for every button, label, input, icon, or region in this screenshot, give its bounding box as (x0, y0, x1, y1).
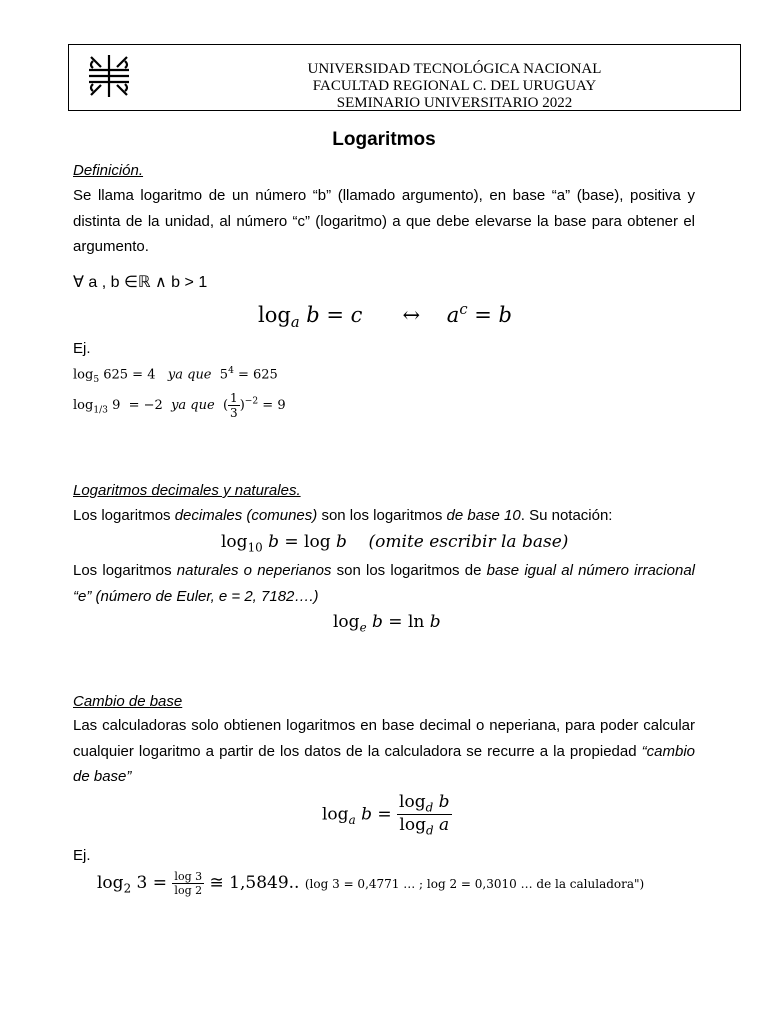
change-paragraph: Las calculadoras solo obtienen logaritmos en base decimal o neperiana, para poder calcular cualquier logaritmo a partir de los datos de la calculadora se recurre a la propiedad “cambio de base” (73, 717, 695, 785)
formula-note: (omite escribir la base) (368, 532, 569, 552)
example-label: Ej. (73, 340, 91, 357)
example-2-formula: $\log_{1/3} 9 = -2$ ya que ( $\frac{1}{3}$ )$^{-2}$ = 9 (73, 391, 286, 420)
change-heading: Cambio de base (73, 693, 183, 710)
header-seminar: SEMINARIO UNIVERSITARIO 2022 (336, 95, 573, 111)
decimal-heading: Logaritmos decimales y naturales. (73, 482, 301, 499)
decimal-formula: $\log_{10} b = \log b$ (omite escribir la base) (221, 532, 569, 555)
natural-formula: $\log_e b = \ln b$ (333, 612, 441, 635)
change-example-formula: $\log_2 3$ = $\frac{\log 3}{\log 2}$ ≅ 1,5849.. (log 3 = 0,4771 … ; log 2 = 0,3010 … de la caluladora") (97, 870, 645, 897)
definition-formula: $\log_a b = c$ ↔ $a^c = b$ (258, 301, 512, 332)
header-university: UNIVERSIDAD TECNOLÓGICA NACIONAL (307, 61, 602, 77)
definition-heading: Definición. (73, 162, 144, 179)
definition-text: Se llama logaritmo de un número “b” (llamado argumento), en base “a” (base), positiva y distinta de la unidad, al número “c” (logaritmo) a que debe elevarse la base para obtener el argumento. (73, 187, 695, 255)
header-box (68, 44, 741, 111)
example-1-formula: $\log_5 625 = 4$ ya que $5^4 = 625$ (73, 366, 278, 385)
page-title: Logaritmos (332, 129, 436, 150)
decimal-paragraph: Los logaritmos decimales (comunes) son los logaritmos de base 10. Su notación: (73, 507, 613, 524)
natural-paragraph: Los logaritmos naturales o neperianos son los logaritmos de base igual al número irracional “e” (número de Euler, e = 2, 7182….) (73, 562, 696, 605)
change-example-note: (log 3 = 0,4771 … ; log 2 = 0,3010 … de la caluladora") (304, 877, 645, 891)
change-of-base-formula: $\log_a b$ = $\frac{\log_d b}{\log_d a}$ (322, 792, 450, 838)
change-example-label: Ej. (73, 847, 91, 864)
condition-formula: ∀ a , b ∈ℝ ∧ b > 1 (73, 274, 208, 291)
header-faculty: FACULTAD REGIONAL C. DEL URUGUAY (312, 78, 597, 94)
